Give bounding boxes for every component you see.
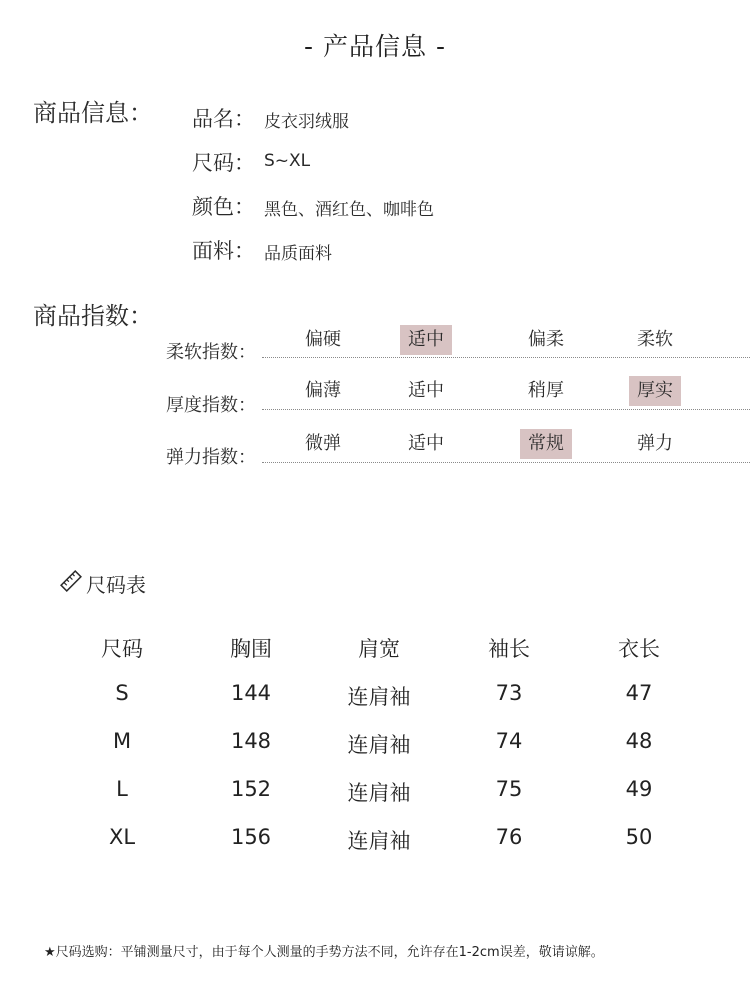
size-table-header: 肩宽	[358, 637, 400, 661]
info-key-fabric: 面料：	[192, 239, 255, 263]
size-table-cell: 连肩袖	[347, 685, 411, 709]
size-table-cell: 连肩袖	[347, 781, 411, 805]
size-table-cell: 75	[495, 777, 523, 801]
thickness-option: 厚实	[629, 376, 681, 406]
size-table-cell: M	[112, 729, 132, 753]
size-table-cell: 47	[625, 681, 653, 705]
softness-option: 偏硬	[305, 329, 341, 350]
size-table-cell: 144	[230, 681, 272, 705]
size-table-header: 衣长	[618, 637, 660, 661]
size-table-header: 尺码	[101, 637, 143, 661]
product-info-label: 商品信息：	[33, 99, 153, 127]
info-key-name: 品名：	[192, 107, 255, 131]
elasticity-index-label: 弹力指数：	[166, 447, 256, 468]
info-value-color: 黑色、酒红色、咖啡色	[264, 200, 434, 220]
size-chart-title: 尺码表	[86, 573, 146, 597]
elasticity-option: 适中	[408, 433, 444, 454]
info-key-size: 尺码：	[192, 151, 255, 175]
elasticity-option: 弹力	[637, 433, 673, 454]
info-value-name: 皮衣羽绒服	[264, 112, 349, 132]
ruler-icon	[60, 570, 82, 592]
softness-divider	[262, 357, 750, 358]
size-table-header: 袖长	[488, 637, 530, 661]
size-table-header: 胸围	[230, 637, 272, 661]
size-table-cell: 49	[625, 777, 653, 801]
elasticity-option: 常规	[520, 429, 572, 459]
size-table-cell: 73	[495, 681, 523, 705]
thickness-option: 适中	[408, 380, 444, 401]
thickness-divider	[262, 409, 750, 410]
size-table-cell: 连肩袖	[347, 829, 411, 853]
softness-option: 适中	[400, 325, 452, 355]
page-title: - 产品信息 -	[304, 32, 446, 61]
size-table-cell: 连肩袖	[347, 733, 411, 757]
size-footnote: ★尺码选购：平铺测量尺寸，由于每个人测量的手势方法不同，允许存在1-2cm误差，敬请谅解。	[44, 945, 604, 960]
size-table-cell: XL	[108, 825, 136, 849]
size-table-cell: 74	[495, 729, 523, 753]
product-index-label: 商品指数：	[33, 302, 153, 330]
info-key-color: 颜色：	[192, 195, 255, 219]
size-table-cell: 152	[230, 777, 272, 801]
elasticity-divider	[262, 462, 750, 463]
softness-option: 偏柔	[528, 329, 564, 350]
thickness-index-label: 厚度指数：	[166, 395, 256, 416]
size-table-cell: S	[115, 681, 129, 705]
size-table-cell: 76	[495, 825, 523, 849]
thickness-option: 稍厚	[528, 380, 564, 401]
softness-index-label: 柔软指数：	[166, 342, 256, 363]
info-value-fabric: 品质面料	[264, 244, 332, 264]
thickness-option: 偏薄	[305, 380, 341, 401]
size-table-cell: 50	[625, 825, 653, 849]
size-table-cell: 48	[625, 729, 653, 753]
elasticity-option: 微弹	[305, 433, 341, 454]
softness-option: 柔软	[637, 329, 673, 350]
size-table-cell: 148	[230, 729, 272, 753]
size-table-cell: L	[116, 777, 128, 801]
info-value-size: S~XL	[264, 151, 311, 171]
size-table-cell: 156	[230, 825, 272, 849]
